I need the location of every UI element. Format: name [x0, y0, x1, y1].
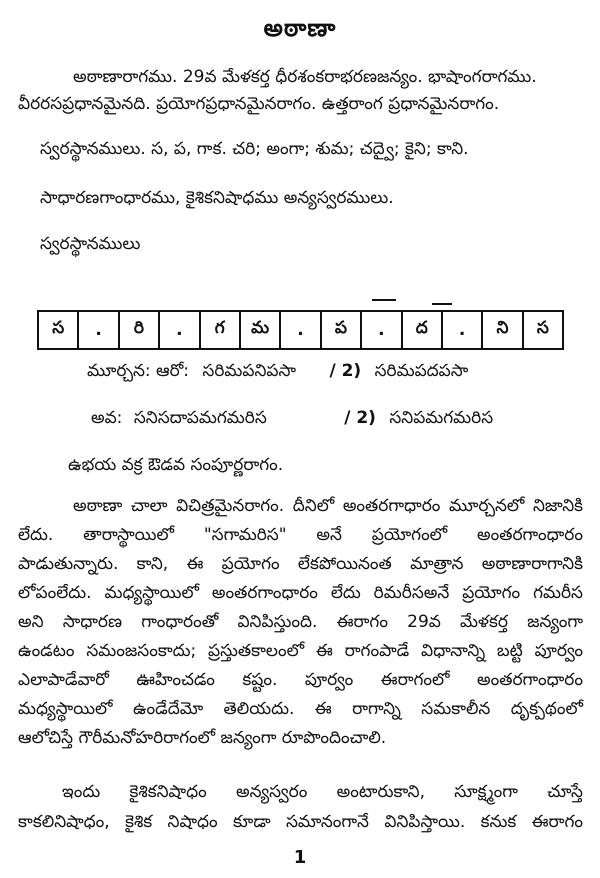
- swara-cell: స: [39, 312, 79, 348]
- swara-cell: ద: [403, 312, 443, 348]
- sadharana-line: సాధారణగాంధారము, కైశికనిషాధము అన్యస్వరములు.: [40, 188, 394, 208]
- murchana-aro-label: మూర్చన: ఆరో:: [87, 361, 189, 381]
- swara-cell: గ: [201, 312, 241, 348]
- swarasthanas-line: స్వరస్థానములు. స, ప, గాక. చరి; అంగా; శుమ; చద్వై; కైని; కాని.: [40, 139, 469, 159]
- paragraph-1-line: లోపంలేదు. మధ్యస్థాయిలో అంతరగాంధారం లేదు రిమరీసఅనే ప్రయోగం గమరీస: [18, 583, 583, 603]
- murchana-aro-sep: / 2): [329, 361, 362, 381]
- swara-cell: .: [281, 312, 321, 348]
- swara-cell: ని: [483, 312, 523, 348]
- paragraph-1-line: ఎలాపాడేవారో ఊహించడం కష్టం. పూర్వం ఈరాగంలో అంతరగాంధారం: [18, 670, 583, 690]
- murchana-aro-1: సరిమపనిపసా: [202, 361, 297, 381]
- paragraph-2-line-2: కాకలినిషాధం, కైశిక నిషాధం కూడా సమానంగానే వినిపిస్తాయి. కనుక ఈరాగం: [18, 812, 583, 832]
- paragraph-1-line: లేదు. తారాస్థాయిలో "సగామరిస" అనే ప్రయోగంలో అంతరగాంధారం: [18, 525, 583, 545]
- swara-cell: రి: [120, 312, 160, 348]
- paragraph-1-line: పాడుతున్నారు. కాని, ఈ ప్రయోగం లేకపోయినంత మాత్రాన అఠాణారాగానికి: [18, 554, 583, 574]
- page-title: అఠాణా: [263, 14, 337, 42]
- paragraph-1-line-1: అఠాణా చాలా విచిత్రమైనరాగం. దీనిలో అంతరగాధారం మూర్చనలో నిజానికి: [73, 496, 583, 516]
- swara-cell: .: [443, 312, 483, 348]
- intro-line-1: అఠాణారాగము. 29వ మేళకర్త ధీరశంకరాభరణజన్యం. భాషాంగరాగము.: [73, 67, 537, 87]
- paragraph-1-line: మధ్యస్థాయిలో ఉండేదేమో తెలియదు. ఈ రాగాన్ని సమకాలీన దృక్పథంలో: [18, 699, 583, 719]
- murchana-aro: [87, 360, 468, 382]
- murchana-ava-sep: / 2): [344, 408, 376, 428]
- paragraph-1-line: అని సాధారణ గాంధారంతో వినిపిస్తుంది. ఈరాగం 29వ మేళకర్త జన్యంగా: [18, 612, 583, 632]
- murchana-ava-1: సనిసదాపమగమరిస: [133, 408, 267, 428]
- murchana-ava: [91, 407, 493, 429]
- page-number: 1: [293, 847, 307, 868]
- intro-line-2: వీరరసప్రధానమైనది. ప్రయోగప్రధానమైనరాగం. ఉత్తరాంగ ప్రధానమైనరాగం.: [18, 94, 500, 114]
- overmark: [372, 299, 396, 301]
- swara-cell: మ: [241, 312, 281, 348]
- swara-table: [37, 310, 564, 350]
- paragraph-2-line-1: ఇందు కైశికనిషాధం అన్యస్వరం అంటారుకాని, సూక్ష్మంగా చూస్తే: [62, 782, 583, 802]
- vakra-line: ఉభయ వక్ర ఔడవ సంపూర్ణరాగం.: [68, 455, 284, 475]
- paragraph-1-line: ఉండటం సమంజసంకాదు; ప్రస్తుతకాలంలో ఈ రాగంపాడే విధానాన్ని బట్టి పూర్వం: [18, 641, 583, 661]
- murchana-ava-label: అవ:: [91, 408, 123, 428]
- paragraph-1-line-last: ఆలోచిస్తే గౌరీమనోహరిరాగంలో జన్యంగా రూపొందించాలి.: [18, 728, 387, 748]
- swara-cell: .: [362, 312, 402, 348]
- swarasthanas-heading: స్వరస్థానములు: [40, 234, 141, 254]
- murchana-ava-2: సనిపమగమరిస: [389, 408, 494, 428]
- swara-cell: .: [79, 312, 119, 348]
- murchana-aro-2: సరిమపదపసా: [374, 361, 469, 381]
- swara-cell: .: [160, 312, 200, 348]
- swara-cell: ప: [322, 312, 362, 348]
- swara-cell: స: [536, 318, 549, 338]
- overmark: [432, 303, 452, 305]
